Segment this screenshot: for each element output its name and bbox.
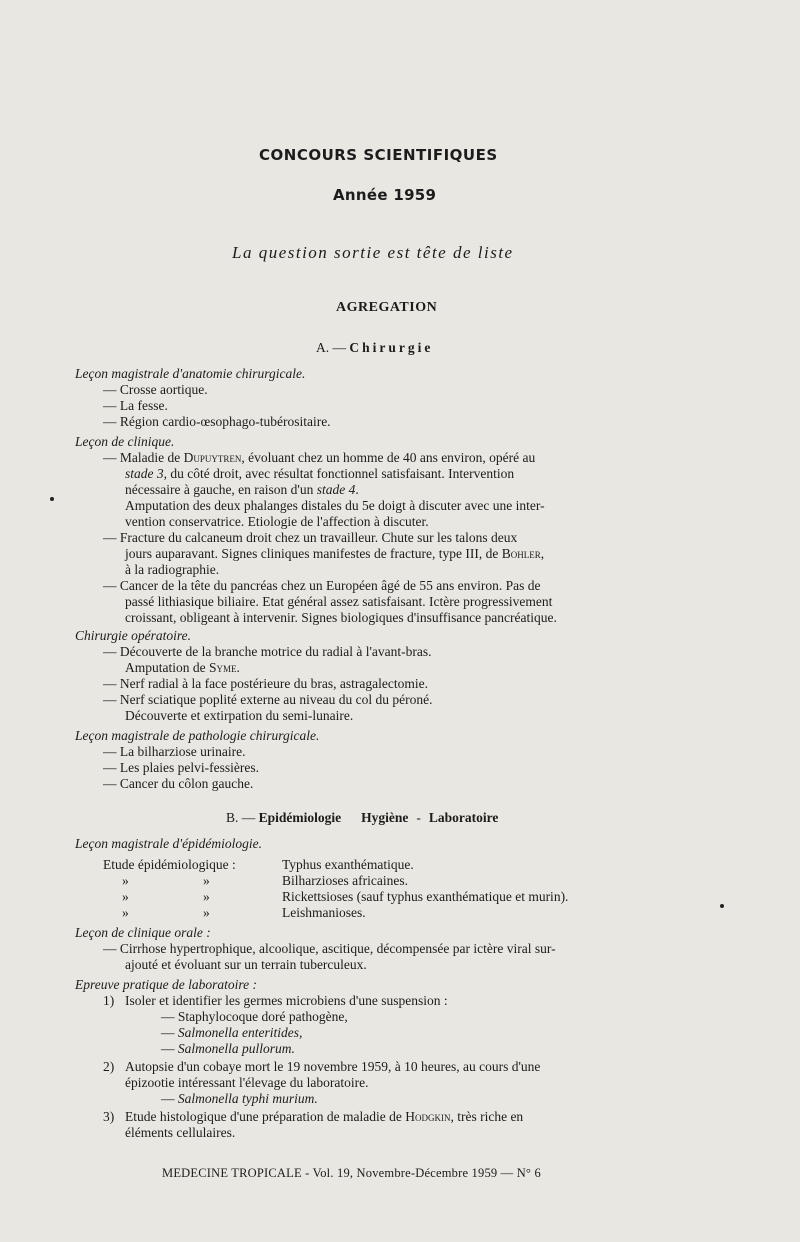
text-line: croissant, obligeant à intervenir. Signes biologiques d'insuffisance pancréatique. — [125, 610, 557, 625]
text-line: vention conservatrice. Etiologie de l'affection à discuter. — [125, 514, 429, 529]
author-name: Dupuytren — [183, 450, 242, 465]
text-fragment: . — [355, 482, 359, 497]
list-item: — Cancer de la tête du pancréas chez un Européen âgé de 55 ans environ. Pas de — [103, 578, 541, 593]
list-item — [103, 450, 535, 466]
section-a-name: Chirurgie — [349, 340, 434, 355]
section-b-title-3: Laboratoire — [428, 810, 499, 825]
text-fragment: Salmonella typhi murium. — [177, 1091, 318, 1106]
text-line: Amputation des deux phalanges distales du 5e doigt à discuter avec une inter- — [125, 498, 545, 513]
text-fragment: . — [236, 660, 240, 675]
author-name: Hodgkin — [405, 1109, 451, 1124]
text-line: passé lithiasique biliaire. Etat général assez satisfaisant. Ictère progressivement — [125, 594, 553, 609]
agregation-heading: AGREGATION — [336, 300, 438, 315]
list-item: — Découverte de la branche motrice du radial à l'avant-bras. — [103, 644, 432, 659]
page-title: CONCOURS SCIENTIFIQUES — [259, 146, 498, 164]
list-item: — Nerf sciatique poplité externe au niveau du col du péroné. — [103, 692, 433, 707]
text-fragment: stade 3 — [125, 466, 164, 481]
section-b-heading — [226, 810, 498, 826]
year-heading: Année 1959 — [333, 186, 437, 204]
text-line — [125, 660, 240, 676]
text-line: éléments cellulaires. — [125, 1125, 236, 1140]
print-speck — [720, 904, 724, 908]
section-b-separator: - — [416, 810, 421, 825]
text-fragment: , du côté droit, avec résultat fonctionnel satisfaisant. Intervention — [163, 466, 515, 481]
list-item: Typhus exanthématique. — [282, 857, 414, 872]
list-item: — Cancer du côlon gauche. — [103, 776, 254, 791]
text-line — [125, 482, 359, 498]
lesson-heading: Leçon de clinique. — [75, 434, 175, 449]
item-number: 3) — [103, 1109, 115, 1124]
lesson-heading: Epreuve pratique de laboratoire : — [75, 977, 257, 992]
text-line: épizootie intéressant l'élevage du laboratoire. — [125, 1075, 369, 1090]
lesson-heading: Leçon magistrale d'anatomie chirurgicale. — [75, 366, 306, 381]
text-fragment: Amputation de — [125, 660, 209, 675]
ditto-mark: » — [203, 889, 210, 904]
list-item: — Fracture du calcaneum droit chez un travailleur. Chute sur les talons deux — [103, 530, 518, 545]
list-item: — Cirrhose hypertrophique, alcoolique, ascitique, décompensée par ictère viral sur- — [103, 941, 556, 956]
sub-item — [161, 1025, 302, 1041]
list-item: — Crosse aortique. — [103, 382, 208, 397]
sub-item — [161, 1091, 318, 1107]
list-item: Rickettsioses (sauf typhus exanthématique et murin). — [282, 889, 569, 904]
list-item: Bilharzioses africaines. — [282, 873, 408, 888]
author-name: Bohler — [501, 546, 541, 561]
list-item: — Nerf radial à la face postérieure du bras, astragalectomie. — [103, 676, 428, 691]
section-b-title-1: Epidémiologie — [258, 810, 342, 825]
text-line — [125, 546, 544, 562]
text-line: ajouté et évoluant sur un terrain tuberculeux. — [125, 957, 367, 972]
list-item: — La bilharziose urinaire. — [103, 744, 246, 759]
section-a-heading — [316, 340, 433, 356]
text-line: Découverte et extirpation du semi-lunaire. — [125, 708, 354, 723]
text-fragment: nécessaire à gauche, en raison d'un — [125, 482, 317, 497]
text-fragment: Etude histologique d'une préparation de maladie de — [125, 1109, 406, 1124]
section-a-prefix: A. — — [316, 340, 350, 355]
list-item: — Les plaies pelvi-fessières. — [103, 760, 259, 775]
item-number: 1) — [103, 993, 115, 1008]
lesson-heading: Leçon magistrale d'épidémiologie. — [75, 836, 262, 851]
lesson-heading: Leçon magistrale de pathologie chirurgicale. — [75, 728, 320, 743]
sub-item: — Staphylocoque doré pathogène, — [161, 1009, 348, 1024]
text-line — [125, 466, 514, 482]
ditto-mark: » — [203, 873, 210, 888]
section-b-title-2: Hygiène — [361, 810, 409, 825]
print-speck — [50, 497, 54, 501]
list-item: Leishmanioses. — [282, 905, 366, 920]
text-line: à la radiographie. — [125, 562, 220, 577]
subtitle: La question sortie est tête de liste — [232, 243, 514, 262]
lesson-heading: Leçon de clinique orale : — [75, 925, 211, 940]
text-fragment: — — [161, 1091, 178, 1106]
list-item: Isoler et identifier les germes microbiens d'une suspension : — [125, 993, 448, 1008]
author-name: Syme — [209, 660, 237, 675]
sub-item — [161, 1041, 295, 1057]
study-label: Etude épidémiologique : — [103, 857, 236, 872]
section-b-prefix: B. — — [226, 810, 259, 825]
text-fragment: stade 4 — [316, 482, 356, 497]
text-fragment: jours auparavant. Signes cliniques manifestes de fracture, type III, de — [125, 546, 502, 561]
text-fragment: , très riche en — [450, 1109, 524, 1124]
item-number: 2) — [103, 1059, 115, 1074]
ditto-mark: » — [122, 905, 129, 920]
ditto-mark: » — [122, 873, 129, 888]
list-item: — La fesse. — [103, 398, 168, 413]
list-item: — Région cardio-œsophago-tubérositaire. — [103, 414, 331, 429]
list-item — [125, 1109, 523, 1125]
ditto-mark: » — [122, 889, 129, 904]
ditto-mark: » — [203, 905, 210, 920]
text-fragment: Salmonella pullorum. — [177, 1041, 295, 1056]
text-fragment: — — [161, 1041, 178, 1056]
lesson-heading: Chirurgie opératoire. — [75, 628, 191, 643]
text-fragment: — — [161, 1025, 178, 1040]
text-fragment: , — [540, 546, 545, 561]
page-footer: MEDECINE TROPICALE - Vol. 19, Novembre-Décembre 1959 — N° 6 — [162, 1166, 541, 1180]
text-fragment: — Maladie de — [103, 450, 184, 465]
list-item: Autopsie d'un cobaye mort le 19 novembre 1959, à 10 heures, au cours d'une — [125, 1059, 541, 1074]
text-fragment: Salmonella enteritides, — [177, 1025, 303, 1040]
text-fragment: , évoluant chez un homme de 40 ans environ, opéré au — [241, 450, 536, 465]
